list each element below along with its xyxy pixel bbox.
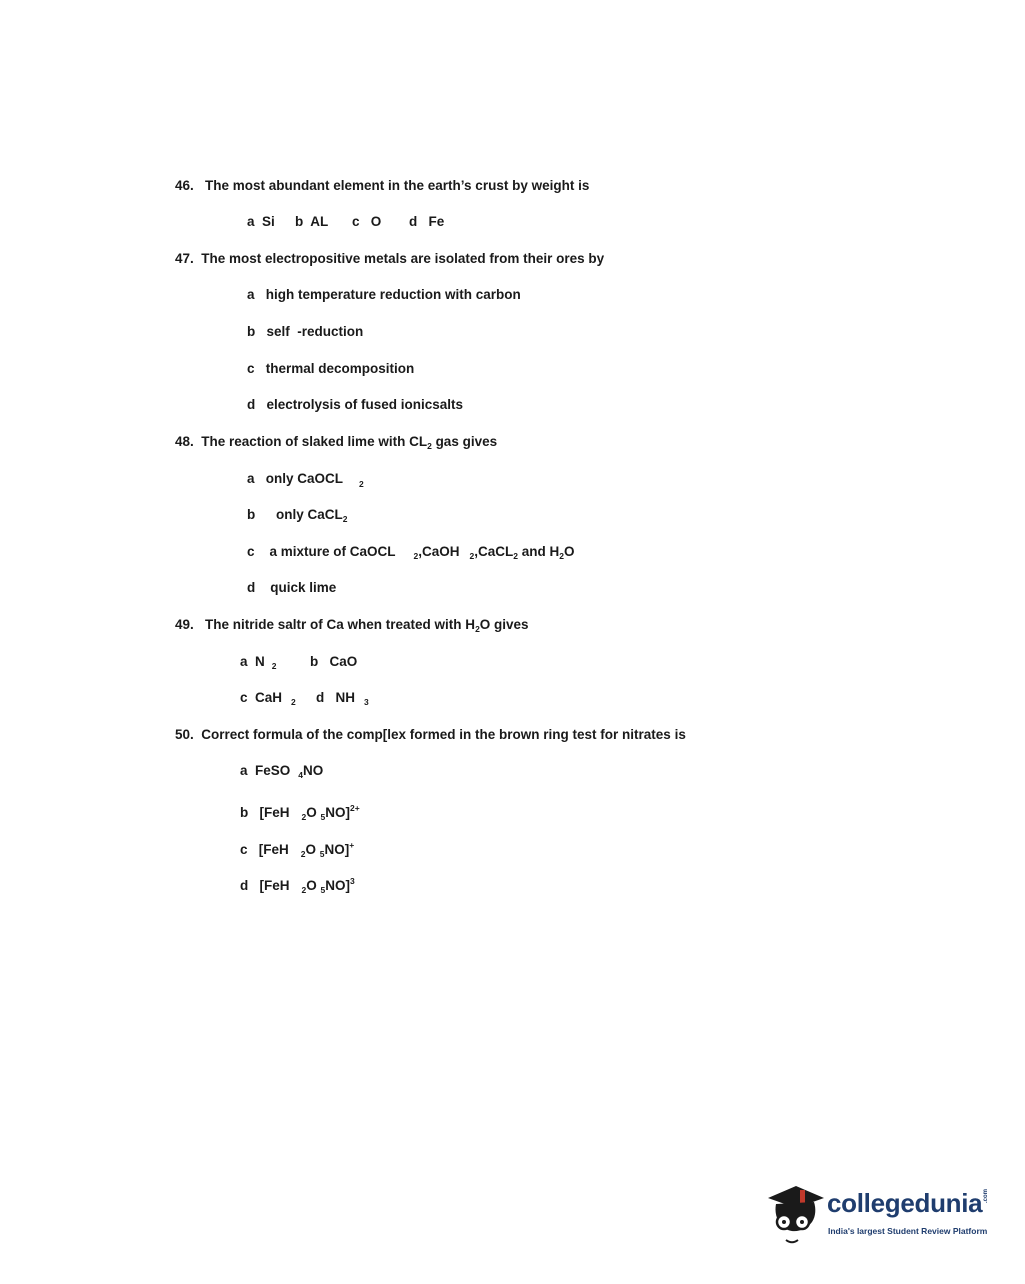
option-47-a: a high temperature reduction with carbon xyxy=(247,287,521,302)
option-48-b-letter: b xyxy=(247,507,256,522)
option-50-a: a FeSO $_4$NO xyxy=(240,763,324,780)
option-50-c: c [FeH $_2$O $_5$NO]+ xyxy=(240,840,355,859)
option-48-d: d quick lime xyxy=(247,580,337,595)
question-48: 48. The reaction of slaked lime with $CL_2$ gas gives xyxy=(175,434,498,451)
question-50: 50. Correct formula of the comp[lex formed in the brown ring test for nitrates is xyxy=(175,727,686,742)
option-49-c: c CaH $_2$ xyxy=(240,690,296,707)
option-46-b: b AL xyxy=(295,214,329,229)
option-48-b: only CaCL$_2$ xyxy=(276,507,348,524)
option-47-c: c thermal decomposition xyxy=(247,361,415,376)
brand-suffix: .com xyxy=(983,1188,989,1203)
option-50-d: d [FeH $_2$O $_5$NO]$^3$ xyxy=(240,876,355,895)
option-48-c: c a mixture of CaOCL $_2$,CaOH $_2$,CaCL$_2$ and $H_2O$ xyxy=(247,544,575,561)
question-49: 49. The nitride saltr of Ca when treated with $H_2O$ gives xyxy=(175,617,529,634)
option-46-c: c O xyxy=(352,214,382,229)
question-47: 47. The most electropositive metals are isolated from their ores by xyxy=(175,251,605,266)
option-49-a: a N $_2$ xyxy=(240,654,277,671)
option-48-a: a only CaOCL xyxy=(247,471,344,486)
option-49-d: d NH $_3$ xyxy=(316,690,369,707)
option-46-a: a Si xyxy=(247,214,275,229)
option-47-b: b self -reduction xyxy=(247,324,364,339)
option-50-b: b [FeH $_2$O $_5$NO]$^{2+}$ xyxy=(240,803,360,822)
option-49-b: b CaO xyxy=(310,654,358,669)
option-48-a-subscript: 2 xyxy=(359,479,364,489)
brand-tagline: India's largest Student Review Platform xyxy=(828,1226,988,1236)
brand-name: collegedunia xyxy=(827,1188,983,1218)
option-47-d: d electrolysis of fused ionicsalts xyxy=(247,397,464,412)
question-46: 46. The most abundant element in the earth’s crust by weight is xyxy=(175,178,590,193)
option-46-d: d Fe xyxy=(409,214,445,229)
